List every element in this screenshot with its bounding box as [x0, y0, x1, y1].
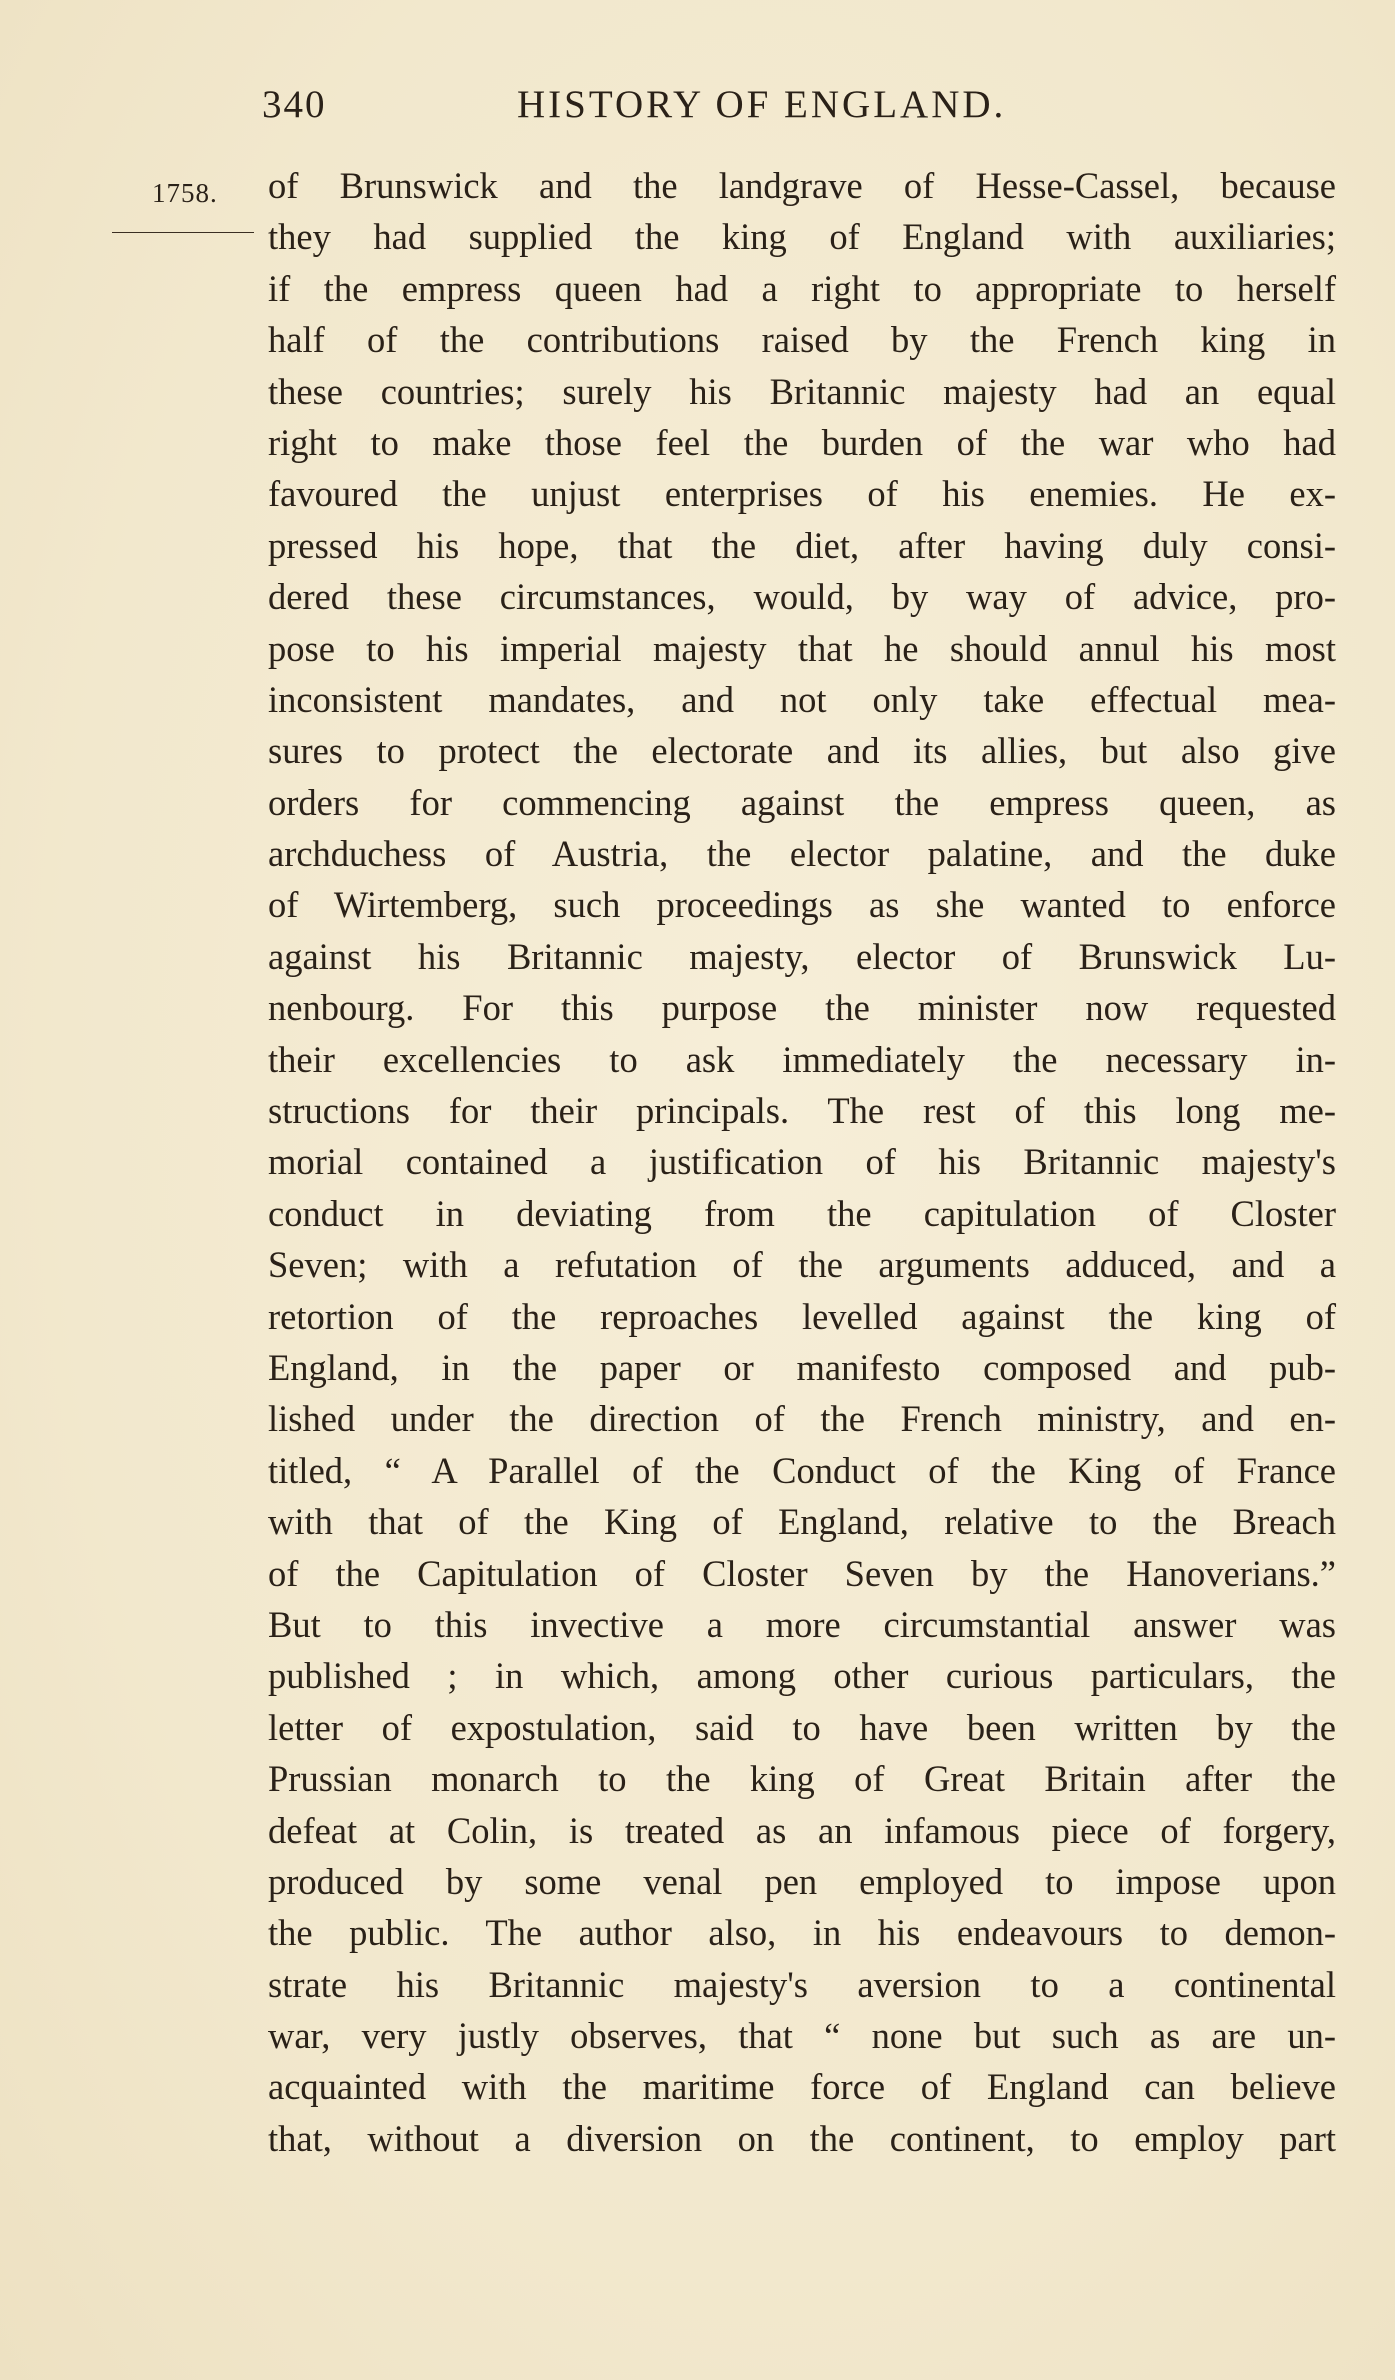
text-line: of the Capitulation of Closter Seven by the Hanoverians.”	[268, 1552, 1336, 1594]
text-line: favoured the unjust enterprises of his enemies. He ex-	[268, 473, 1336, 515]
text-line: retortion of the reproaches levelled against the king of	[268, 1295, 1336, 1337]
text-line: dered these circumstances, would, by way of advice, pro-	[268, 576, 1336, 618]
text-line: Prussian monarch to the king of Great Britain after the	[268, 1758, 1336, 1800]
text-line: they had supplied the king of England with auxiliaries;	[268, 216, 1336, 258]
body-text	[268, 160, 1336, 2164]
text-line: of Brunswick and the landgrave of Hesse-Cassel, because	[268, 165, 1336, 206]
text-line: of Wirtemberg, such proceedings as she wanted to enforce	[268, 884, 1336, 926]
text-line: nenbourg. For this purpose the minister now requested	[268, 987, 1336, 1029]
text-line: Seven; with a refutation of the arguments adduced, and a	[268, 1244, 1336, 1286]
text-line: against his Britannic majesty, elector of Brunswick Lu-	[268, 935, 1336, 977]
text-line: these countries; surely his Britannic majesty had an equal	[268, 370, 1336, 412]
text-line: acquainted with the maritime force of England can believe	[268, 2066, 1336, 2108]
text-line: archduchess of Austria, the elector palatine, and the duke	[268, 833, 1336, 875]
text-line: letter of expostulation, said to have been written by the	[268, 1706, 1336, 1748]
text-line: pose to his imperial majesty that he should annul his most	[268, 627, 1336, 669]
text-line: pressed his hope, that the diet, after having duly consi-	[268, 524, 1336, 566]
margin-rule	[112, 232, 254, 233]
text-line: But to this invective a more circumstantial answer was	[268, 1603, 1336, 1645]
text-line: half of the contributions raised by the French king in	[268, 319, 1336, 361]
text-line: right to make those feel the burden of the war who had	[268, 421, 1336, 463]
text-line: lished under the direction of the French ministry, and en-	[268, 1398, 1336, 1440]
margin-year-note: 1758.	[152, 178, 218, 208]
text-line: England, in the paper or manifesto composed and pub-	[268, 1346, 1336, 1388]
text-line: conduct in deviating from the capitulation of Closter	[268, 1192, 1336, 1234]
text-line: war, very justly observes, that “ none but such as are un-	[268, 2015, 1336, 2057]
text-line: the public. The author also, in his endeavours to demon-	[268, 1912, 1336, 1954]
text-line: titled, “ A Parallel of the Conduct of the King of France	[268, 1449, 1336, 1491]
text-line: sures to protect the electorate and its allies, but also give	[268, 730, 1336, 772]
text-line: with that of the King of England, relative to the Breach	[268, 1501, 1336, 1543]
text-line: produced by some venal pen employed to impose upon	[268, 1860, 1336, 1902]
text-line: that, without a diversion on the continent, to employ part	[268, 2117, 1336, 2159]
text-line: structions for their principals. The rest of this long me-	[268, 1090, 1336, 1132]
text-line: their excellencies to ask immediately the necessary in-	[268, 1038, 1336, 1080]
text-line: strate his Britannic majesty's aversion to a continental	[268, 1963, 1336, 2005]
text-line: orders for commencing against the empress queen, as	[268, 781, 1336, 823]
text-line: inconsistent mandates, and not only take effectual mea-	[268, 678, 1336, 720]
text-line: morial contained a justification of his Britannic majesty's	[268, 1141, 1336, 1183]
running-head	[262, 82, 1142, 142]
page-number: 340	[262, 83, 327, 126]
running-title: HISTORY OF ENGLAND.	[517, 83, 1007, 126]
text-line: published ; in which, among other curious particulars, the	[268, 1655, 1336, 1697]
text-line: defeat at Colin, is treated as an infamous piece of forgery,	[268, 1809, 1336, 1851]
text-line: if the empress queen had a right to appropriate to herself	[268, 267, 1336, 309]
